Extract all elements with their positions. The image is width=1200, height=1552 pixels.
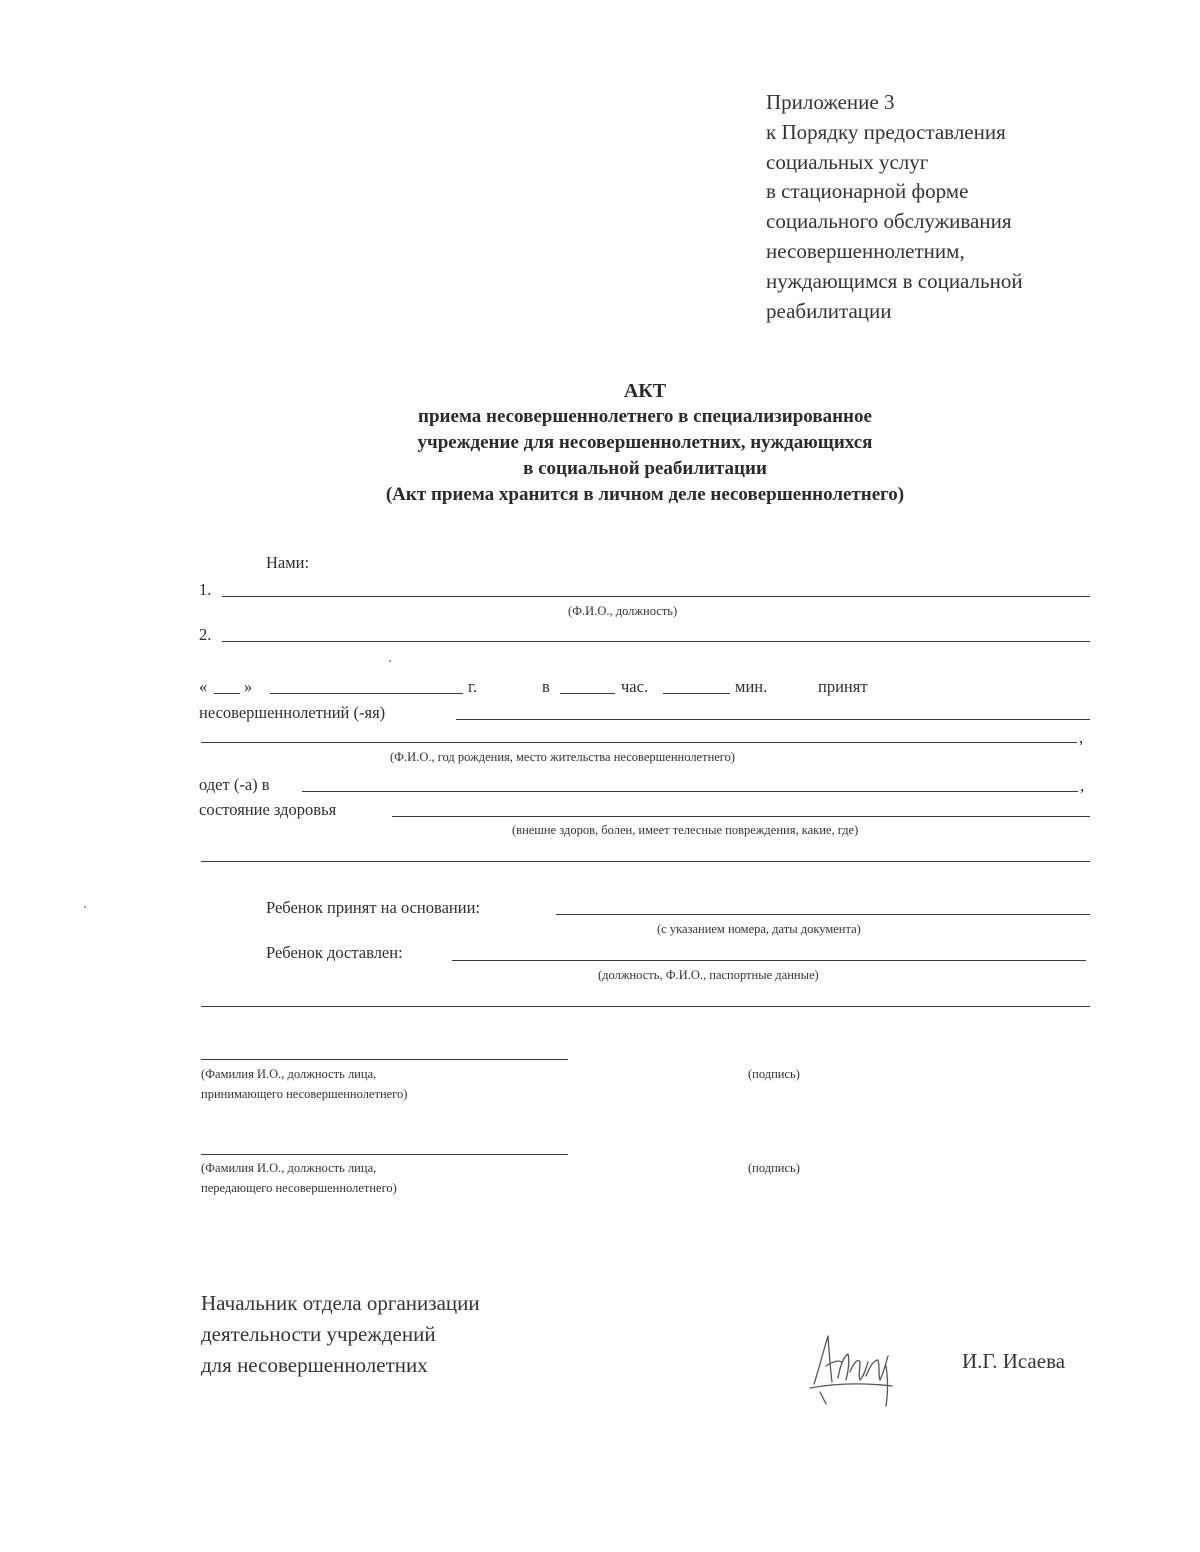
receiver-name-field[interactable] [201, 1059, 568, 1060]
at-label: в [542, 677, 550, 696]
transferer-caption [201, 1158, 397, 1198]
transferer-caption-line: (Фамилия И.О., должность лица, [201, 1161, 377, 1175]
delivered-field[interactable] [452, 960, 1086, 961]
delivered-label: Ребенок доставлен: [266, 943, 403, 962]
hours-label: час. [621, 677, 649, 696]
speck [84, 906, 86, 908]
commission-member-2-number: 2. [199, 625, 212, 644]
health-field[interactable] [392, 816, 1090, 817]
appendix-header [766, 88, 1166, 326]
title-note: (Акт приема хранится в личном деле несовершеннолетнего) [385, 484, 905, 505]
title-act: АКТ [623, 380, 667, 402]
basis-label: Ребенок принят на основании: [266, 898, 480, 917]
appendix-line: Приложение 3 [766, 90, 895, 114]
title-line: приема несовершеннолетнего в специализированное [418, 406, 872, 427]
dressed-comma: , [1080, 776, 1085, 795]
year-label: г. [468, 677, 478, 696]
transferer-name-field[interactable] [201, 1154, 568, 1155]
head-position [201, 1288, 480, 1381]
health-label: состояние здоровья [199, 800, 337, 819]
minor-comma: , [1079, 728, 1084, 747]
speck [389, 660, 391, 662]
appendix-line: социального обслуживания [766, 209, 1012, 234]
document-title [150, 378, 1140, 508]
dressed-label: одет (-а) в [199, 775, 270, 794]
commission-member-1-number: 1. [199, 580, 212, 599]
commission-member-2-field[interactable] [222, 641, 1090, 642]
appendix-line: социальных услуг [766, 149, 929, 174]
head-name: И.Г. Исаева [962, 1349, 1066, 1373]
delivered-field-continued[interactable] [201, 1006, 1090, 1007]
basis-caption: (с указанием номера, даты документа) [657, 922, 861, 936]
nami-label: Нами: [266, 553, 310, 572]
accepted-label: принят [818, 677, 868, 696]
date-quote-close: » [244, 677, 253, 696]
minor-field[interactable] [456, 719, 1090, 720]
appendix-line: в стационарной форме [766, 179, 969, 204]
receiver-caption-line: принимающего несовершеннолетнего) [201, 1087, 408, 1101]
appendix-line: реабилитации [766, 298, 892, 323]
month-field[interactable] [270, 693, 463, 694]
day-field[interactable] [214, 693, 240, 694]
dressed-field[interactable] [302, 791, 1078, 792]
appendix-line: несовершеннолетним, [766, 238, 965, 263]
minutes-field[interactable] [663, 693, 730, 694]
health-caption: (внешне здоров, болен, имеет телесные повреждения, какие, где) [512, 823, 859, 837]
handwritten-signature [802, 1326, 912, 1415]
basis-field[interactable] [556, 914, 1090, 915]
hours-field[interactable] [560, 693, 615, 694]
title-line: в социальной реабилитации [523, 458, 767, 479]
health-field-continued[interactable] [201, 861, 1090, 862]
delivered-caption: (должность, Ф.И.О., паспортные данные) [598, 968, 819, 982]
minor-field-continued[interactable] [201, 742, 1077, 743]
fio-position-caption: (Ф.И.О., должность) [568, 604, 678, 618]
head-position-line: Начальник отдела организации [201, 1291, 480, 1315]
receiver-caption-line: (Фамилия И.О., должность лица, [201, 1067, 377, 1081]
date-quote-open: « [199, 677, 208, 696]
minutes-label: мин. [735, 677, 768, 696]
head-position-line: деятельности учреждений [201, 1322, 436, 1346]
appendix-line: к Порядку предоставления [766, 119, 1006, 144]
head-position-line: для несовершеннолетних [201, 1353, 428, 1377]
minor-caption: (Ф.И.О., год рождения, место жительства несовершеннолетнего) [390, 750, 736, 764]
transferer-signature-caption: (подпись) [748, 1161, 800, 1175]
transferer-caption-line: передающего несовершеннолетнего) [201, 1181, 397, 1195]
receiver-signature-caption: (подпись) [748, 1067, 800, 1081]
appendix-line: нуждающимся в социальной [766, 268, 1023, 293]
title-line: учреждение для несовершеннолетних, нуждающихся [417, 432, 873, 453]
receiver-caption [201, 1064, 407, 1104]
commission-member-1-field[interactable] [222, 596, 1090, 597]
minor-label: несовершеннолетний (-яя) [199, 703, 386, 722]
